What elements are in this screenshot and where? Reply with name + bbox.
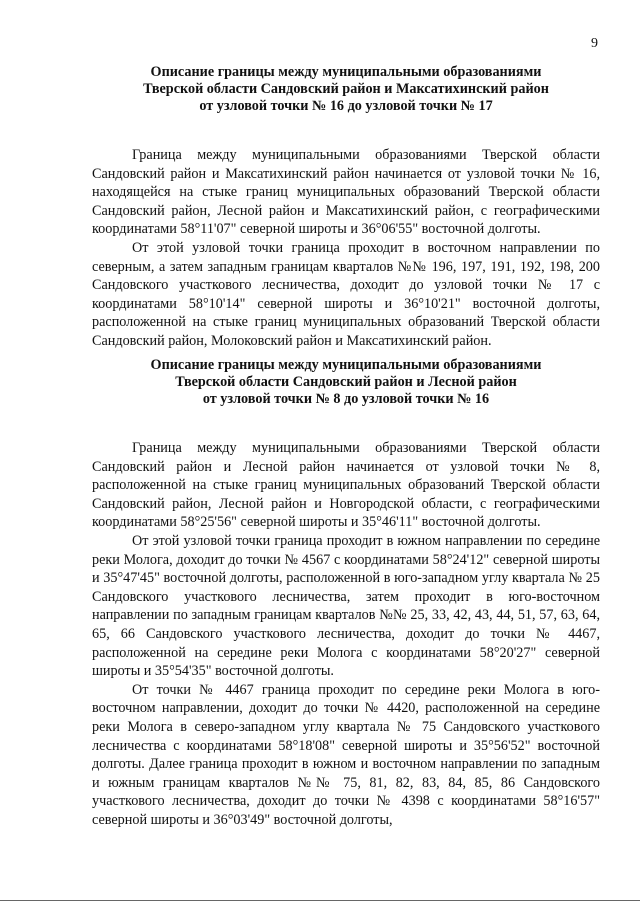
heading-line: от узловой точки № 8 до узловой точки № 16	[202, 391, 490, 407]
page-number: 9	[591, 36, 598, 51]
section-sandovsky-lesnoy	[92, 357, 600, 829]
heading-line: Тверской области Сандовский район и Лесной район	[175, 374, 517, 390]
heading-line: Описание границы между муниципальными образованиями	[150, 357, 542, 373]
section-heading	[92, 357, 600, 408]
section-heading	[92, 64, 600, 115]
paragraph: Граница между муниципальными образованиями Тверской области Сандовский район и Лесной район начинается от узловой точки № 8, расположенной на стыке границ муниципальных образований Тверской области Сандовский район, Лесной район и Новгородской области, с географическими координатами 58°25'56" северной широты и 35°46'11" восточной долготы.	[92, 440, 600, 531]
page-bottom-edge	[0, 900, 640, 901]
paragraph: Граница между муниципальными образованиями Тверской области Сандовский район и Максатихинский район начинается от узловой точки № 16, находящейся на стыке границ муниципальных образований Тверской области Сандовский район, Лесной район и Максатихинский район, с географическими координатами 58°11'07" северной широты и 36°06'55" восточной долготы.	[92, 147, 600, 238]
heading-line: Описание границы между муниципальными образованиями	[150, 64, 542, 80]
heading-line: от узловой точки № 16 до узловой точки № 17	[199, 98, 493, 114]
paragraph: От этой узловой точки граница проходит в южном направлении по середине реки Молога, доходит до точки № 4567 с координатами 58°24'12" северной широты и 35°47'45" восточной долготы, расположенной в юго-западном углу квартала № 25 Сандовского участкового лесничества, затем проходит в юго-восточном направлении по западным границам кварталов №№ 25, 33, 42, 43, 44, 51, 57, 63, 64, 65, 66 Сандовского участкового лесничества, доходит до точки № 4467, расположенной на середине реки Молога с координатами 58°20'27" северной широты и 35°54'35" восточной долготы.	[92, 532, 600, 680]
paragraph: От точки № 4467 граница проходит по середине реки Молога в юго-восточном направлении, доходит до точки № 4420, расположенной на середине реки Молога в северо-западном углу квартала № 75 Сандовского участкового лесничества с координатами 58°18'08" северной широты и 35°56'52" восточной долготы. Далее граница проходит в южном и восточном направлении по западным и южным границам кварталов №№ 75, 81, 82, 83, 84, 85, 86 Сандовского участкового лесничества, доходит до точки № 4398 с координатами 58°16'57" северной широты и 36°03'49" восточной долготы,	[92, 681, 600, 828]
section-sandovsky-maksatikhinsky	[92, 64, 600, 351]
paragraph: От этой узловой точки граница проходит в восточном направлении по северным, а затем западным границам кварталов №№ 196, 197, 191, 192, 198, 200 Сандовского участкового лесничества, доходит до узловой точки № 17 с координатами 58°10'14" северной широты и 36°10'21" восточной долготы, расположенной на стыке границ муниципальных образований Тверской области Сандовский район, Молоковский район и Максатихинский район.	[92, 239, 600, 349]
heading-line: Тверской области Сандовский район и Максатихинский район	[143, 81, 549, 97]
